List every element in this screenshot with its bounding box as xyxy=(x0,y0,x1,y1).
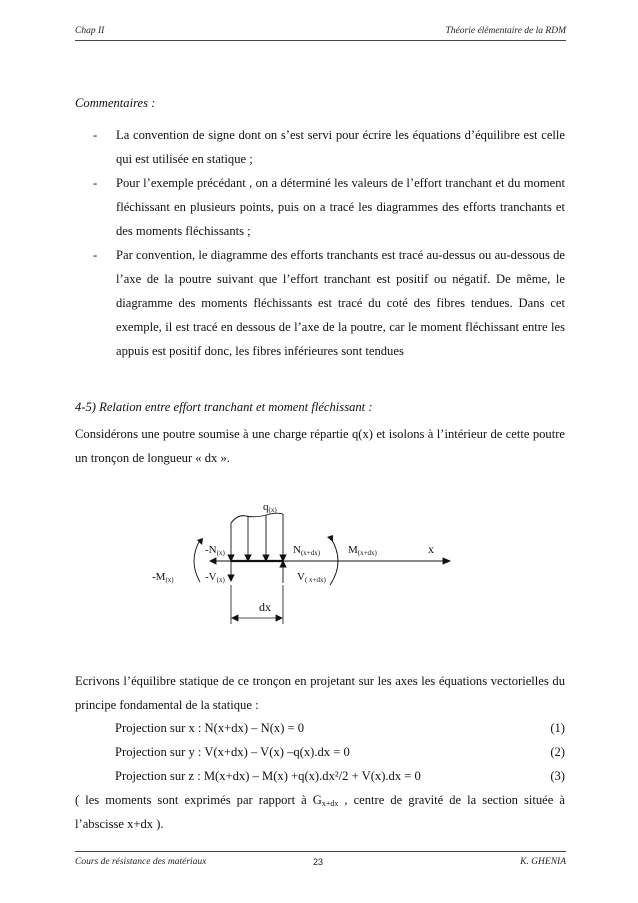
mxdx-label: M(x+dx) xyxy=(348,544,377,557)
load-curve xyxy=(231,513,283,523)
mx-label: -M(x) xyxy=(152,571,174,584)
normal-force-left-arrow xyxy=(210,558,231,564)
comments-title: Commentaires : xyxy=(75,96,156,110)
moment-right-arrowhead xyxy=(327,535,333,542)
shear-left-arrow xyxy=(228,561,234,581)
equation-text: Projection sur z : M(x+dx) – M(x) +q(x).dx²/2 + V(x).dx = 0 xyxy=(115,769,421,783)
equation-number: (3) xyxy=(550,769,565,783)
page-number: 23 xyxy=(313,857,324,867)
header-chapter: Chap II xyxy=(75,26,105,36)
axis-x-label: x xyxy=(428,542,434,556)
equation-number: (1) xyxy=(550,721,565,735)
footer-author: K. GHENIA xyxy=(520,857,566,867)
comment-text: Par convention, le diagramme des efforts tranchants est tracé au-dessus ou au-dessous de l’axe de la poutre suivant que l’effort tranchant est positif ou négatif. De même, le diagramme des moments fléchissants est tracé du coté des fibres tendues. Dans cet exemple, il est tracé en dessous de l’axe de la poutre, car le moment fléchissant entre les appuis est positif donc, les fibres inférieures sont tendues xyxy=(116,248,565,358)
equation-row xyxy=(75,740,565,764)
moments-note: ( les moments sont exprimés par rapport à $G_{x+dx}$ , centre de gravité de la section située à l’abscisse x+dx ). xyxy=(75,793,565,831)
section-title: 4-5) Relation entre effort tranchant et moment fléchissant : xyxy=(75,400,373,414)
moment-left-arc xyxy=(194,540,200,582)
section-intro: Considérons une poutre soumise à une charge répartie q(x) et isolons à l’intérieur de cette poutre un tronçon de longueur « dx ». xyxy=(75,427,565,465)
equation-text: Projection sur x : N(x+dx) – N(x) = 0 xyxy=(115,721,305,735)
equation-row xyxy=(75,716,565,740)
q-label: q(x) xyxy=(263,501,277,514)
list-dash: - xyxy=(93,176,98,190)
nx-label: -N(x) xyxy=(205,544,225,557)
nxdx-label: N(x+dx) xyxy=(293,544,321,557)
comment-text: La convention de signe dont on s’est servi pour écrire les équations d’équilibre est celle qui est utilisée en statique ; xyxy=(116,128,565,166)
vxdx-label: V( x+dx) xyxy=(297,571,326,584)
equation-number: (2) xyxy=(550,745,565,759)
footer-rule xyxy=(75,851,566,852)
equation-text: Projection sur y : V(x+dx) – V(x) –q(x).dx = 0 xyxy=(115,745,350,759)
header-title: Théorie élémentaire de la RDM xyxy=(445,26,566,36)
equations-intro: Ecrivons l’équilibre statique de ce tronçon en projetant sur les axes les équations vectorielles du principe fondamental de la statique : xyxy=(75,674,565,712)
dx-dimension xyxy=(231,585,283,624)
load-arrows xyxy=(228,514,286,561)
dx-label: dx xyxy=(259,600,271,614)
axis-x-arrow xyxy=(283,558,450,564)
footer-course: Cours de résistance des matériaux xyxy=(75,857,207,867)
equations-list xyxy=(75,716,565,788)
comment-text: Pour l’exemple précédant , on a déterminé les valeurs de l’effort tranchant et du moment fléchissant en plusieurs points, puis on a tracé les diagrammes des efforts tranchants et des moments fléchissants ; xyxy=(116,176,565,238)
list-dash: - xyxy=(93,248,98,262)
vx-label: -V(x) xyxy=(205,571,225,584)
equation-row xyxy=(75,764,565,788)
list-dash: - xyxy=(93,128,98,142)
shear-right-arrow xyxy=(280,561,286,583)
